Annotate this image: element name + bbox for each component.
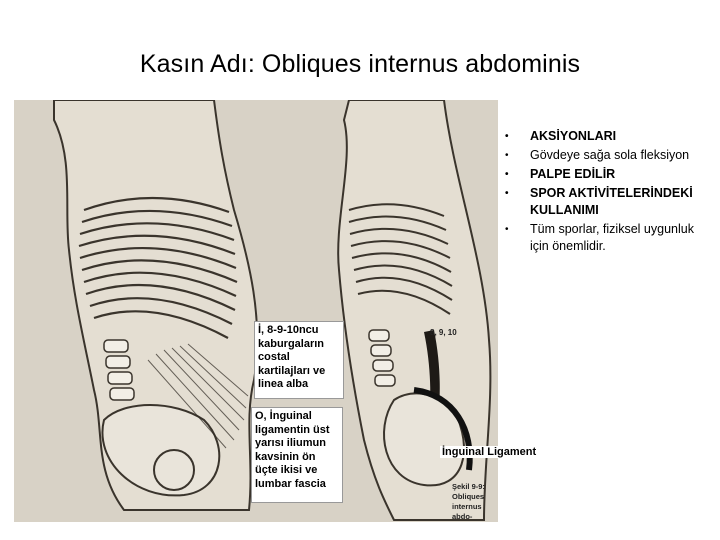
bullet-text: Gövdeye sağa sola fleksiyon bbox=[530, 148, 690, 162]
insertion-label-box: O, İnguinal ligamentin üst yarısı iliumun kavsinin ön üçte ikisi ve lumbar fascia bbox=[251, 407, 343, 503]
bullet-marker: • bbox=[505, 169, 509, 180]
page-title: Kasın Adı: Obliques internus abdominis bbox=[139, 50, 581, 78]
bullet-item bbox=[505, 185, 695, 219]
bullet-marker: • bbox=[505, 188, 509, 199]
bullet-item bbox=[505, 147, 695, 164]
bullet-marker: • bbox=[505, 150, 509, 161]
origin-label-box: İ, 8-9-10ncu kaburgaların costal kartilajları ve linea alba bbox=[254, 321, 344, 399]
inguinal-ligament-label: İnguinal Ligament bbox=[442, 446, 537, 458]
bullet-text: SPOR AKTİVİTELERİNDEKİ KULLANIMI bbox=[530, 186, 693, 217]
bullet-marker: • bbox=[505, 224, 509, 235]
bullet-marker: • bbox=[505, 131, 509, 142]
bullet-text: Tüm sporlar, fiziksel uygunluk için önemlidir. bbox=[530, 222, 694, 253]
info-bullet-list bbox=[505, 128, 695, 257]
bullet-text: PALPE EDİLİR bbox=[530, 167, 616, 181]
rib-number-label: 8, 9, 10 bbox=[430, 328, 457, 337]
bullet-text: AKSİYONLARI bbox=[530, 129, 617, 143]
bullet-item bbox=[505, 166, 695, 183]
bullet-item bbox=[505, 221, 695, 255]
figure-caption: Şekil 9-9: Obliques internus abdo- bbox=[452, 482, 485, 521]
bullet-item bbox=[505, 128, 695, 145]
